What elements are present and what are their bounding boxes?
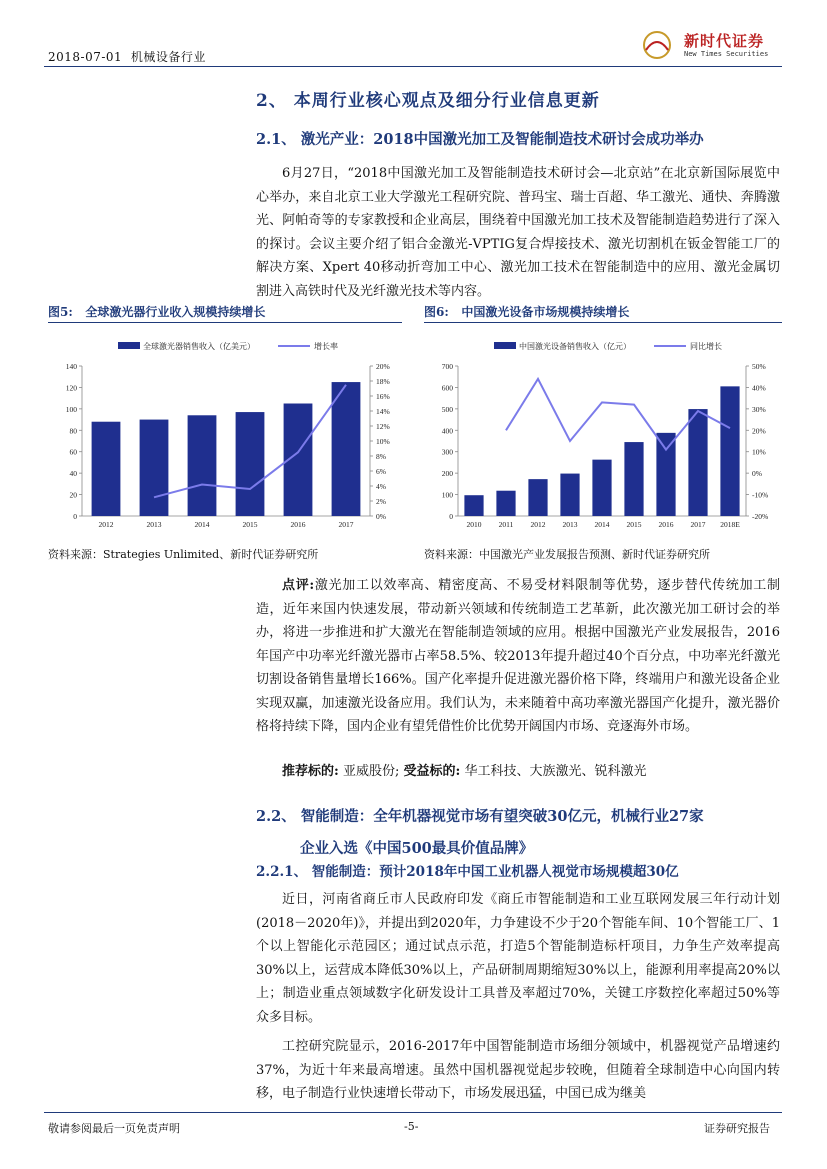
bar <box>656 433 675 516</box>
bar <box>496 491 515 516</box>
paragraph-b-text: 工控研究院显示，2016-2017年中国智能制造市场细分领域中，机器视觉产品增速约37%，为近十年来最高增速。虽然中国机器视觉起步较晚，但随着全球制造中心向国内转移，电子制造行业快速增长带动下，市场发展迅猛，中国已成为继美 <box>256 1039 780 1101</box>
y-tick-label-right: 12% <box>376 422 390 431</box>
paragraph-text: 6月27日，“2018中国激光加工及智能制造技术研讨会—北京站”在北京新国际展览中心举办，来自北京工业大学激光工程研究院、普玛宝、瑞士百超、华工激光、通快、奔腾激光、阿帕奇等的专家教授和企业高层，围绕着中国激光加工技术及智能制造趋势进行了深入的探讨。会议主要介绍了铝合金激光-VPTIG复合焊接技术、激光切割机在钣金智能工厂的解决方案、Xpert 40移动折弯加工中心、激光加工技术在智能制造中的应用、激光金属切割进入高铁时代及光纤激光技术等内容。 <box>256 166 780 299</box>
y-tick-label-left: 80 <box>69 426 77 436</box>
x-tick-label: 2010 <box>466 520 482 529</box>
legend-line-label: 同比增长 <box>690 342 722 351</box>
subsubsection-title: 2.2.1、 智能制造：预计2018年中国工业机器人视觉市场规模超30亿 <box>256 864 679 880</box>
bar <box>92 422 121 516</box>
y-tick-label-right: -10% <box>752 490 769 500</box>
y-tick-label-right: 20% <box>376 362 390 371</box>
legend-bar-label: 全球激光器销售收入（亿美元） <box>143 342 255 351</box>
y-tick-label-right: 30% <box>752 404 766 414</box>
header-date-industry <box>48 48 206 65</box>
bar <box>188 415 217 516</box>
beneficiary-label: 受益标的: <box>403 764 461 779</box>
x-tick-label: 2016 <box>658 520 674 529</box>
y-tick-label-left: 300 <box>441 447 453 457</box>
x-tick-label: 2017 <box>338 520 354 529</box>
x-tick-label: 2012 <box>530 520 546 529</box>
header-industry: 机械设备行业 <box>130 50 206 64</box>
y-tick-label-right: 10% <box>376 437 390 446</box>
paragraph-a <box>256 888 780 1029</box>
logo-english-name: New Times Securities <box>684 50 769 58</box>
legend-line-label: 增长率 <box>314 342 338 351</box>
y-tick-label-left: 40 <box>69 469 77 479</box>
y-tick-label-left: 140 <box>65 362 77 371</box>
recommend-line <box>256 760 780 784</box>
figure6-label: 图6: <box>424 305 449 319</box>
bar <box>720 386 739 516</box>
x-tick-label: 2014 <box>194 520 210 529</box>
y-tick-label-right: 2% <box>376 497 386 506</box>
figure6-rule <box>424 322 782 323</box>
legend-bar-swatch <box>118 342 140 349</box>
x-tick-label: 2015 <box>242 520 258 529</box>
y-tick-label-left: 600 <box>441 383 453 393</box>
y-tick-label-left: 200 <box>441 469 453 479</box>
y-tick-label-left: 700 <box>441 362 453 371</box>
beneficiary-value: 华工科技、大族激光、锐科激光 <box>464 764 647 779</box>
bar <box>140 420 169 516</box>
y-tick-label-right: 14% <box>376 407 390 416</box>
y-tick-label-left: 0 <box>73 512 77 521</box>
header-date: 2018-07-01 <box>48 50 123 64</box>
logo-chinese-name: 新时代证券 <box>684 32 765 50</box>
y-tick-label-right: 40% <box>752 383 766 393</box>
bar <box>464 495 483 516</box>
figure6-chart <box>424 328 784 540</box>
y-tick-label-left: 100 <box>441 490 453 500</box>
footer-page-number: -5- <box>404 1120 419 1133</box>
y-tick-label-left: 100 <box>65 404 77 414</box>
comment-text: 激光加工以效率高、精密度高、不易受材料限制等优势，逐步替代传统加工制造，近年来国内快速发展，带动新兴领域和传统制造工艺革新，此次激光加工研讨会的举办，将进一步推进和扩大激光在智能制造领域的应用。根据中国激光产业发展报告，2016年国产中功率光纤激光器市占率58.5%、较2013年提升超过40个百分点，中功率光纤激光切割设备销售量增长166%。国产化率提升促进激光器价格下降，终端用户和激光设备企业实现双赢，加速激光设备应用。我们认为，未来随着中高功率激光器国产化提升，激光器价格将持续下降，国内企业有望凭借性价比优势开阔国内市场、竞逐海外市场。 <box>256 578 780 734</box>
bar <box>528 479 547 516</box>
bar <box>560 474 579 516</box>
brand-logo <box>640 28 780 64</box>
y-tick-label-right: 4% <box>376 482 386 491</box>
figure5-label: 图5: <box>48 305 73 319</box>
x-tick-label: 2016 <box>290 520 306 529</box>
paragraph-b <box>256 1035 780 1106</box>
y-tick-label-right: 8% <box>376 452 386 461</box>
y-tick-label-right: 6% <box>376 467 386 476</box>
recommend-value: 亚威股份; <box>342 764 400 779</box>
section-title: 2、 本周行业核心观点及细分行业信息更新 <box>256 91 600 111</box>
figure5-title: 全球激光器行业收入规模持续增长 <box>85 305 266 319</box>
bar <box>688 409 707 516</box>
subsection-1-paragraph <box>256 162 780 303</box>
footer-rule <box>44 1112 782 1113</box>
legend-bar-label: 中国激光设备销售收入（亿元） <box>519 342 631 351</box>
figure5-source: 资料来源：Strategies Unlimited、新时代证券研究所 <box>48 548 319 561</box>
footer-disclaimer: 敬请参阅最后一页免责声明 <box>48 1122 180 1135</box>
y-tick-label-right: 0% <box>376 512 386 521</box>
logo-mark-icon <box>640 30 674 60</box>
subsection-2-title-line2: 企业入选《中国500最具价值品牌》 <box>300 840 534 857</box>
y-tick-label-left: 120 <box>65 383 77 393</box>
figure5-chart <box>48 328 408 540</box>
subsection-2-title-line1: 2.2、 智能制造：全年机器视觉市场有望突破30亿元，机械行业27家 <box>256 808 704 825</box>
comment-block <box>256 574 780 739</box>
bar <box>592 460 611 516</box>
figure6-title: 中国激光设备市场规模持续增长 <box>461 305 630 319</box>
x-tick-label: 2012 <box>98 520 114 529</box>
x-tick-label: 2011 <box>498 520 514 529</box>
y-tick-label-right: 16% <box>376 392 390 401</box>
x-tick-label: 2013 <box>562 520 578 529</box>
x-tick-label: 2017 <box>690 520 706 529</box>
y-tick-label-left: 500 <box>441 404 453 414</box>
y-tick-label-right: 0% <box>752 469 762 479</box>
x-tick-label: 2013 <box>146 520 162 529</box>
y-tick-label-left: 0 <box>449 512 453 521</box>
bar <box>624 442 643 516</box>
bar <box>332 382 361 516</box>
figure6-caption <box>424 303 629 320</box>
legend-bar-swatch <box>494 342 516 349</box>
recommend-label: 推荐标的: <box>282 764 339 779</box>
y-tick-label-left: 20 <box>69 490 77 500</box>
y-tick-label-right: -20% <box>752 512 769 521</box>
paragraph-a-text: 近日，河南省商丘市人民政府印发《商丘市智能制造和工业互联网发展三年行动计划(2018－2020年)》，并提出到2020年，力争建设不少于20个智能车间、10个智能工厂、1个以上智能化示范园区；通过试点示范，打造5个智能制造标杆项目，力争生产效率提高30%以上，运营成本降低30%以上，产品研制周期缩短30%以上，能源利用率提高20%以上；制造业重点领域数字化研发设计工具普及率超过70%，关键工序数控化率超过50%等众多目标。 <box>256 892 780 1025</box>
comment-label: 点评: <box>282 578 315 593</box>
footer-report-type: 证券研究报告 <box>704 1122 770 1135</box>
x-tick-label: 2015 <box>626 520 642 529</box>
bar <box>236 412 265 516</box>
y-tick-label-right: 50% <box>752 362 766 371</box>
figure6-source: 资料来源：中国激光产业发展报告预测、新时代证券研究所 <box>424 548 710 561</box>
subsection-1-title: 2.1、 激光产业：2018中国激光加工及智能制造技术研讨会成功举办 <box>256 131 704 148</box>
y-tick-label-right: 10% <box>752 447 766 457</box>
figure5-rule <box>48 322 402 323</box>
figure5-caption <box>48 303 265 320</box>
y-tick-label-left: 60 <box>69 447 77 457</box>
y-tick-label-left: 400 <box>441 426 453 436</box>
y-tick-label-right: 20% <box>752 426 766 436</box>
header-rule <box>44 66 782 67</box>
y-tick-label-right: 18% <box>376 377 390 386</box>
subsection-2-title <box>256 804 784 862</box>
x-tick-label: 2018E <box>720 520 740 529</box>
x-tick-label: 2014 <box>594 520 610 529</box>
